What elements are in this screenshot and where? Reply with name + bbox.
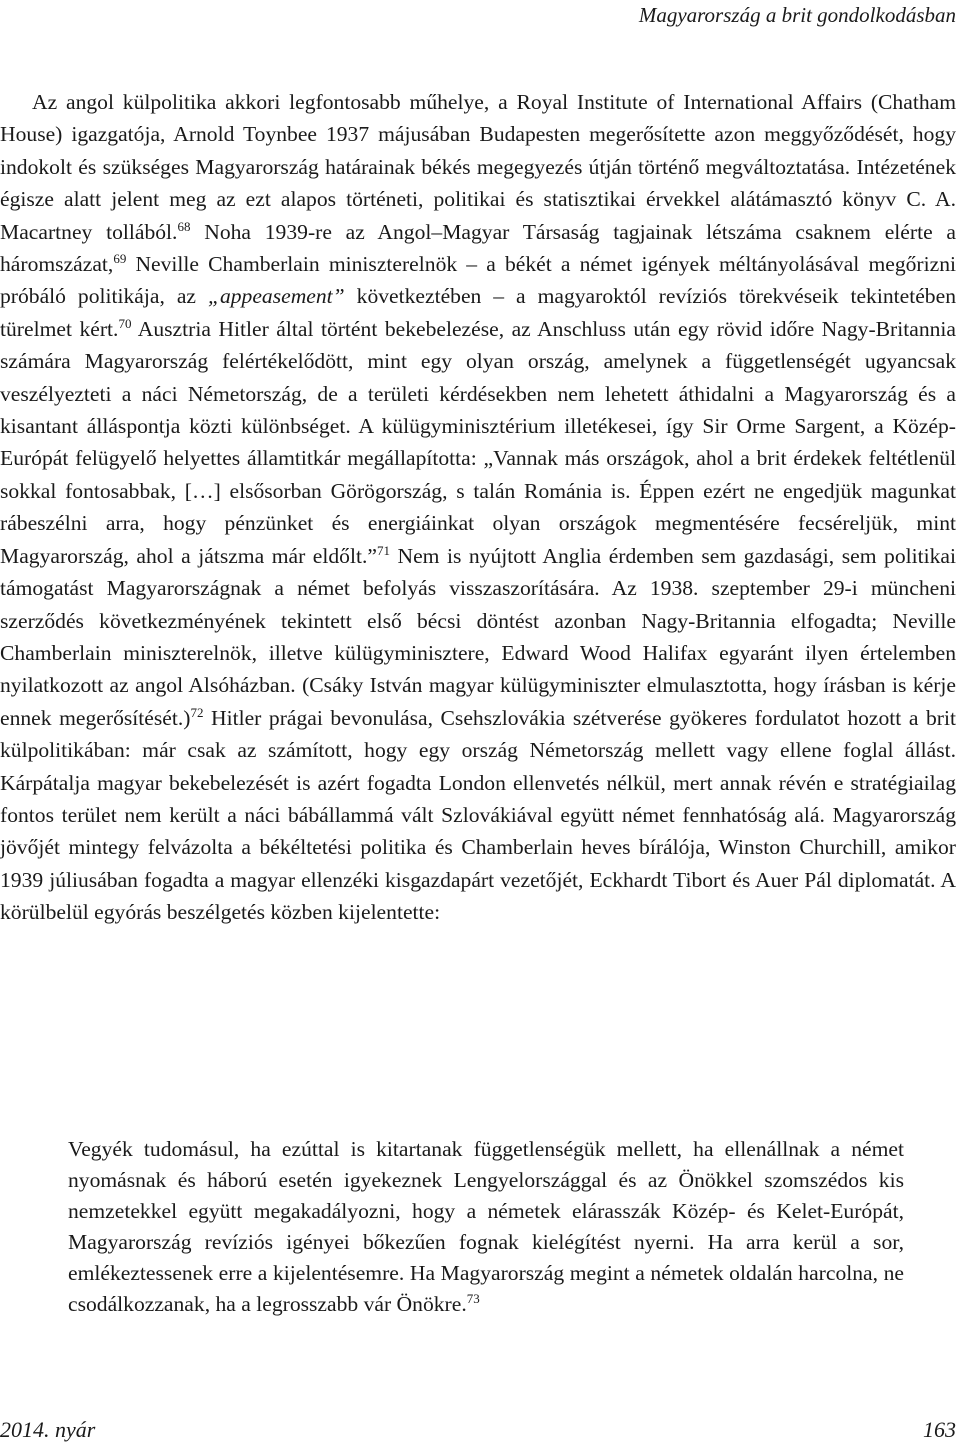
page-number: 163: [923, 1417, 956, 1442]
paragraph-text: következtében – a magyaroktól revíziós törekvéseik tekintetében türelmet kért.: [0, 284, 956, 341]
footnote-ref-73[interactable]: 73: [466, 1290, 480, 1306]
page-footer: [0, 1413, 960, 1447]
issue-label: 2014. nyár: [0, 1417, 96, 1442]
paragraph-text: Az angol külpolitika akkori legfontosabb műhelye, a Royal Institute of International Affairs (Chatham House) igazgatója, Arnold Toynbee 1937 májusában Budapesten megerősítette azon meggyőződését, hogy indokolt és szükséges Magyarország határainak békés megegyezés útján történő megváltoztatása. Intézetének égisze alatt jelent meg az ezt alapos történeti, politikai és statisztikai érvekkel alátámasztó könyv C. A. Macartney tollából.: [0, 90, 956, 244]
footnote-ref-71[interactable]: 71: [376, 542, 390, 558]
quote-text: Vegyék tudomásul, ha ezúttal is kitartanak függetlenségük mellett, ha ellenállnak a német nyomásnak és háború esetén igyekeznek Lengyelországgal és az Önökkel szomszédos kis nemzetekkel együtt megakadályozni, hogy a németek elárasszák Közép- és Kelet-Európát, Magyarország revíziós igényei bőkezűen fognak kielégítést nyerni. Ha arra kerül a sor, emlékeztessenek erre a kijelentésemre. Ha Magyarország megint a németek oldalán harcolna, ne csodálkozzanak, ha a legrosszabb vár Önökre.: [68, 1137, 904, 1316]
block-quote: [68, 1134, 904, 1320]
running-header: Magyarország a brit gondolkodásban: [638, 3, 956, 27]
footnote-ref-69[interactable]: 69: [113, 250, 127, 266]
paragraph-text: Hitler prágai bevonulása, Csehszlovákia szétverése gyökeres fordulatot hozott a brit külpolitikában: már csak az számított, hogy egy ország Németország mellett vagy ellene foglal állást. Kárpátalja magyar bekebelezését is azért fogadta London ellenvetés nélkül, mert annak révén e stratégiailag fontos terület nem került a náci bábállammá vált Szlovákiával együtt német fennhatóság alá. Magyarország jövőjét mintegy felvázolta a békéltetési politika és Chamberlain heves bírálója, Winston Churchill, amikor 1939 júliusában fogadta a magyar ellenzéki kisgazdapárt vezetőjét, Eckhardt Tibort és Auer Pál diplomatát. A körülbelül egyórás beszélgetés közben kijelentette:: [0, 705, 956, 925]
main-paragraph: [0, 86, 956, 929]
footnote-ref-72[interactable]: 72: [190, 704, 204, 720]
paragraph-text: Noha 1939-re az Angol–Magyar Társaság tagjainak létszáma csaknem elérte a háromszázat,: [0, 219, 957, 277]
footnote-ref-70[interactable]: 70: [118, 315, 132, 331]
italic-term: „appeasement”: [207, 284, 345, 309]
paragraph-text: Neville Chamberlain miniszterelnök – a békét a német igények méltányolásával megőrizni próbáló politikája, az: [0, 252, 956, 309]
paragraph-text: Nem is nyújtott Anglia érdemben sem gazdasági, sem politikai támogatást Magyarországnak a német befolyás visszaszorítására. Az 1938. szeptember 29-i müncheni szerződés következményének tekintett első bécsi döntést azonban Nagy-Britannia elfogadta; Neville Chamberlain miniszterelnök, illetve külügyminisztere, Edward Wood Halifax egyaránt ilyen értelemben nyilatkozott az angol Alsóházban. (Csáky István magyar külügyminiszter elmulasztotta, hogy írásban is kérje ennek megerősítését.): [0, 543, 956, 730]
footnote-ref-68[interactable]: 68: [177, 218, 191, 234]
paragraph-text: Ausztria Hitler által történt bekebelezése, az Anschluss után egy rövid időre Nagy-Britannia számára Magyarország felértékelődött, mint egy olyan ország, amelynek a függetlenségét ugyancsak veszélyezteti a náci Németország, de a területi kérdésekben nem lehetett áthidalni a Magyarország és a kisantant álláspontja közti különbséget. A külügyminisztérium illetékesei, így Sir Orme Sargent, a Közép-Európát felügyelő helyettes államtitkár megállapította: „Vannak más országok, ahol a brit érdekek feltétlenül sokkal fontosabbak, […] elsősorban Görögország, s talán Románia is. Éppen ezért ne engedjük magunkat rábeszélni arra, hogy pénzünket és energiáinkat olyan országok megmentésére fecséreljük, mint Magyarország, ahol a játszma már eldőlt.”: [0, 316, 956, 568]
